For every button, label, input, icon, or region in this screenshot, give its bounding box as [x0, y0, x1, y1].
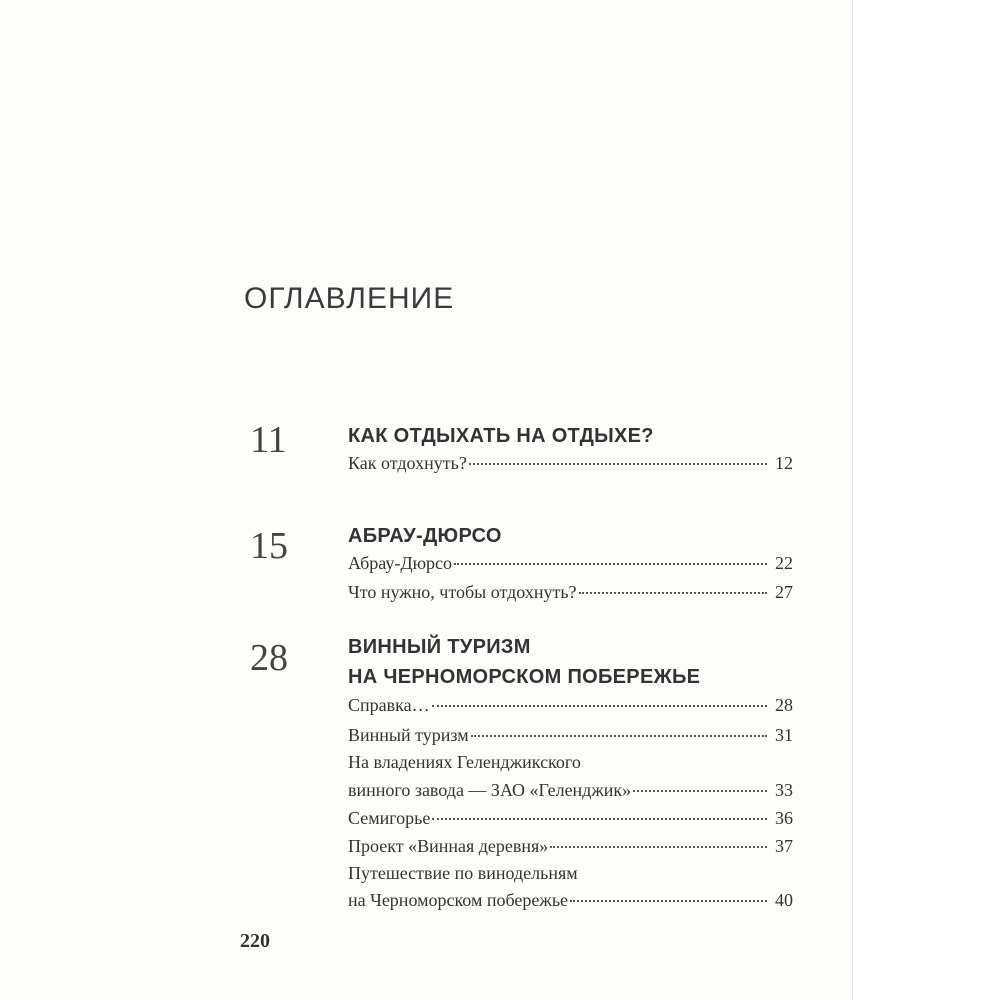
entry-title: Винный туризм: [348, 725, 469, 745]
section-number: 11: [250, 419, 287, 461]
toc-entry[interactable]: [348, 890, 793, 911]
section-heading: АБРАУ-ДЮРСО: [348, 525, 502, 547]
entry-page: 40: [775, 890, 793, 910]
entry-title-line1: Путешествие по винодельням: [348, 863, 578, 883]
section-heading: КАК ОТДЫХАТЬ НА ОТДЫХЕ?: [348, 425, 654, 447]
entry-title: Абрау-Дюрсо: [348, 553, 453, 573]
entry-page: 31: [775, 725, 793, 745]
entry-page: 22: [775, 553, 793, 573]
entry-title: Справка…: [348, 695, 430, 715]
dot-leader: [579, 592, 767, 594]
entry-page: 12: [775, 453, 793, 473]
toc-entry[interactable]: [348, 780, 793, 801]
section-heading-line2: НА ЧЕРНОМОРСКОМ ПОБЕРЕЖЬЕ: [348, 666, 701, 688]
dot-leader: [432, 818, 767, 820]
entry-title: винного завода — ЗАО «Геленджик»: [348, 780, 632, 800]
toc-entry[interactable]: [348, 725, 793, 746]
entry-page: 27: [775, 582, 793, 602]
entry-title: Как отдохнуть?: [348, 453, 467, 473]
dot-leader: [432, 705, 767, 707]
section-number: 15: [250, 525, 288, 567]
entry-page: 33: [775, 780, 793, 800]
page-edge: [852, 0, 1000, 1000]
dot-leader: [550, 846, 767, 848]
toc-entry[interactable]: [348, 453, 793, 474]
entry-page: 37: [775, 836, 793, 856]
toc-entry[interactable]: [348, 695, 793, 716]
page-number: 220: [240, 930, 270, 952]
section-number: 28: [250, 637, 288, 679]
entry-page: 36: [775, 808, 793, 828]
dot-leader: [633, 790, 767, 792]
entry-title: Проект «Винная деревня»: [348, 836, 549, 856]
toc-title: ОГЛАВЛЕНИЕ: [244, 282, 455, 315]
toc-entry[interactable]: [348, 553, 793, 574]
entry-title: на Черноморском побережье: [348, 890, 569, 910]
entry-title-line1: На владениях Геленджикского: [348, 752, 581, 772]
dot-leader: [471, 735, 767, 737]
dot-leader: [454, 563, 767, 565]
toc-entry[interactable]: [348, 808, 793, 829]
entry-title: Семигорье: [348, 808, 431, 828]
dot-leader: [469, 463, 767, 465]
dot-leader: [570, 900, 767, 902]
toc-entry[interactable]: [348, 836, 793, 857]
entry-title: Что нужно, чтобы отдохнуть?: [348, 582, 577, 602]
entry-page: 28: [775, 695, 793, 715]
section-heading-line1: ВИННЫЙ ТУРИЗМ: [348, 636, 531, 658]
toc-entry[interactable]: [348, 582, 793, 603]
